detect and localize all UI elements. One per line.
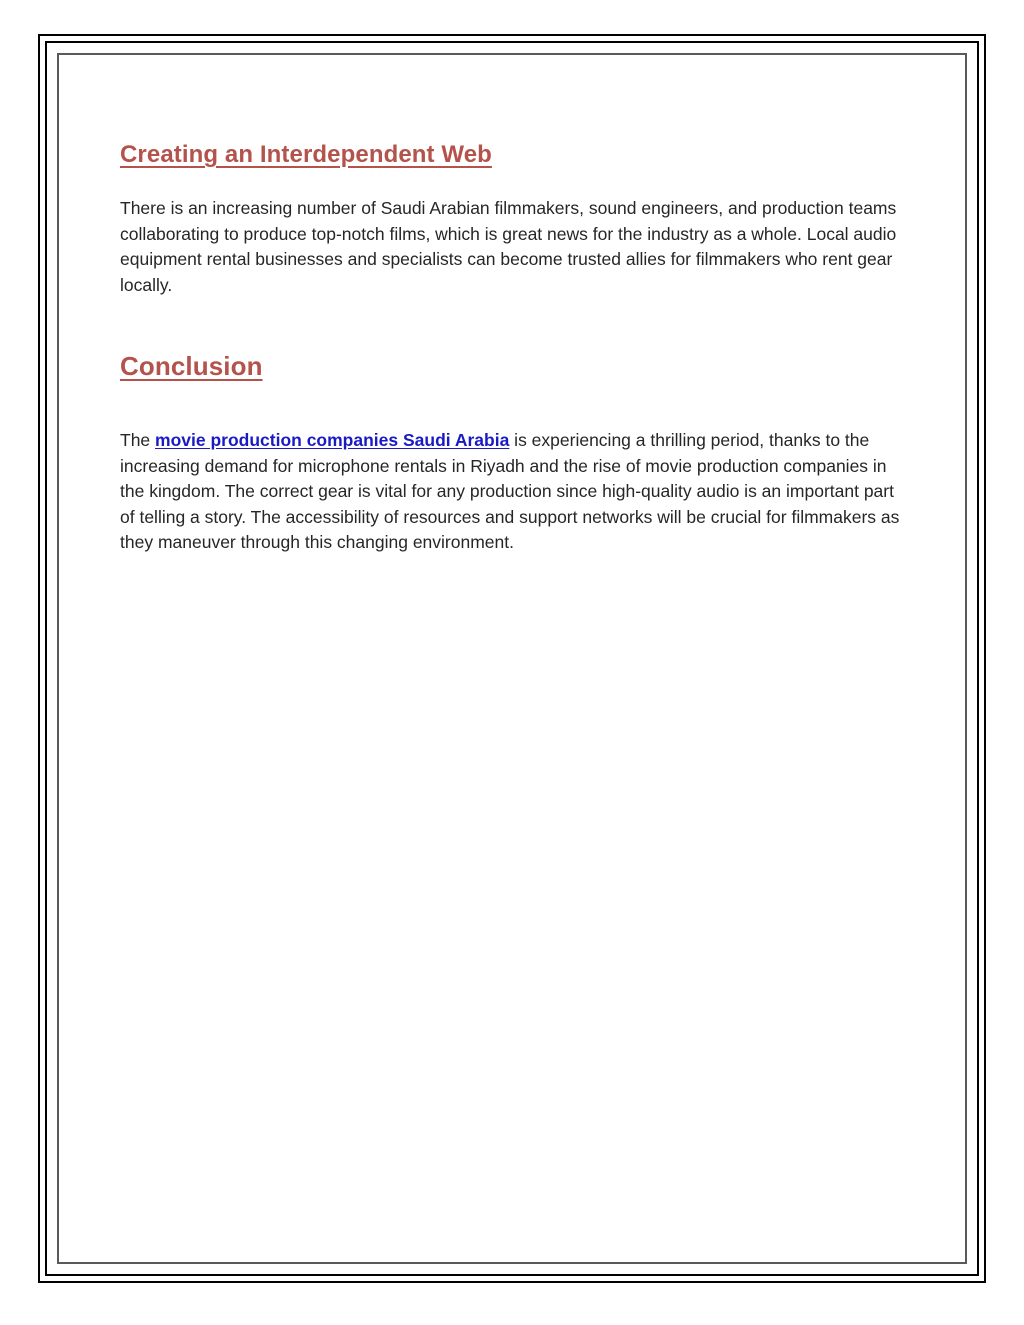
section-paragraph-conclusion xyxy=(120,428,910,556)
section-heading-interdependent-web: Creating an Interdependent Web xyxy=(120,141,492,168)
movie-production-companies-link[interactable]: movie production companies Saudi Arabia xyxy=(155,430,510,450)
section-heading-conclusion: Conclusion xyxy=(120,351,263,381)
spacer xyxy=(120,382,910,428)
conclusion-text-before-link: The xyxy=(120,430,156,450)
conclusion-text-after-link: is experiencing a thrilling period, thanks to the increasing demand for microphone rentals in Riyadh and the rise of movie production companies in the kingdom. The correct gear is vital for any production since high-quality audio is an important part of telling a story. The accessibility of resources and support networks will be crucial for filmmakers as they maneuver through this changing environment. xyxy=(120,430,900,552)
document-content xyxy=(120,140,910,556)
section-paragraph-interdependent-web: There is an increasing number of Saudi Arabian filmmakers, sound engineers, and production teams collaborating to produce top-notch films, which is great news for the industry as a whole. Local audio equipment rental businesses and specialists can become trusted allies for filmmakers who rent gear locally. xyxy=(120,198,897,295)
spacer xyxy=(120,170,910,196)
spacer xyxy=(120,298,910,350)
